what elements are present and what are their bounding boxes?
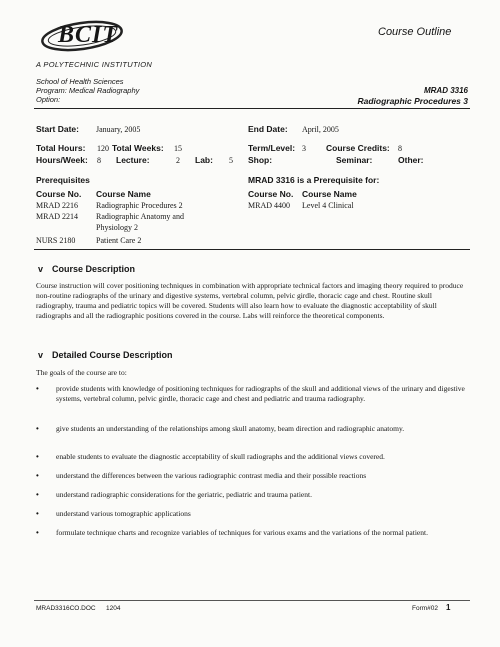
prerequisite-for-title: MRAD 3316 is a Prerequisite for: bbox=[248, 175, 380, 185]
total-hours-value: 120 bbox=[97, 144, 109, 153]
prereq-col-course-name: Course Name bbox=[96, 189, 151, 199]
goal-text: formulate technique charts and recognize variables of techniques for various exams and the variations of the normal patient. bbox=[56, 528, 428, 537]
prereq-row-name: Patient Care 2 bbox=[96, 236, 142, 245]
bullet-icon: • bbox=[36, 528, 39, 537]
section-marker: v bbox=[38, 350, 44, 360]
footer-filename: MRAD3316CO.DOC bbox=[36, 605, 96, 612]
institution-tagline: A POLYTECHNIC INSTITUTION bbox=[36, 60, 153, 69]
prereq-row-name: Radiographic Anatomy and bbox=[96, 212, 184, 221]
end-date-label: End Date: bbox=[248, 124, 288, 134]
start-date-label: Start Date: bbox=[36, 124, 79, 134]
course-code: MRAD 3316 bbox=[423, 86, 468, 95]
prereq-row-no: NURS 2180 bbox=[36, 236, 76, 245]
bullet-icon: • bbox=[36, 490, 39, 499]
prereq-col-course-no: Course No. bbox=[36, 189, 82, 199]
course-title: Radiographic Procedures 3 bbox=[357, 96, 468, 106]
logo-text: BCIT bbox=[58, 22, 119, 48]
course-credits-label: Course Credits: bbox=[326, 143, 390, 153]
option-label: Option: bbox=[36, 95, 61, 104]
seminar-label: Seminar: bbox=[336, 155, 373, 165]
goal-text: give students an understanding of the relationships among skull anatomy, beam direction and radiographic anatomy. bbox=[56, 424, 405, 433]
goal-text: provide students with knowledge of positioning techniques for radiographs of the skull and additional views of the urinary and digestive systems, vertebral column, pelvic girdle, thoracic cage and chest and pediatric and trauma radiography. bbox=[56, 384, 465, 403]
school-name: School of Health Sciences bbox=[36, 77, 124, 86]
term-level-value: 3 bbox=[302, 144, 306, 153]
doc-type: Course Outline bbox=[378, 26, 452, 38]
program-name: Program: Medical Radiography bbox=[36, 86, 140, 95]
goal-text: understand radiographic considerations for the geriatric, pediatric and trauma patient. bbox=[56, 490, 312, 499]
term-level-label: Term/Level: bbox=[248, 143, 296, 153]
prerequisites-title: Prerequisites bbox=[36, 175, 90, 185]
goals-intro: The goals of the course are to: bbox=[36, 368, 127, 377]
prereq-row-name-cont: Physiology 2 bbox=[96, 223, 139, 232]
course-description-title: Course Description bbox=[52, 264, 136, 274]
page-number: 1 bbox=[446, 603, 451, 612]
other-label: Other: bbox=[398, 155, 424, 165]
footer-code: 1204 bbox=[106, 605, 121, 612]
section-marker: v bbox=[38, 264, 44, 274]
prereq-row-no: MRAD 2216 bbox=[36, 201, 79, 210]
prereq-for-row-no: MRAD 4400 bbox=[248, 201, 291, 210]
hours-week-value: 8 bbox=[97, 156, 101, 165]
bullet-icon: • bbox=[36, 384, 39, 393]
end-date-value: April, 2005 bbox=[302, 125, 339, 134]
footer-form: Form#02 bbox=[412, 605, 439, 612]
prereq-for-col-course-no: Course No. bbox=[248, 189, 294, 199]
hours-week-label: Hours/Week: bbox=[36, 155, 88, 165]
prereq-row-name: Radiographic Procedures 2 bbox=[96, 201, 183, 210]
prereq-for-row-name: Level 4 Clinical bbox=[302, 201, 354, 210]
footer-divider bbox=[34, 600, 470, 601]
bullet-icon: • bbox=[36, 509, 39, 518]
detailed-description-title: Detailed Course Description bbox=[52, 350, 173, 360]
lab-label: Lab: bbox=[195, 155, 213, 165]
info-divider bbox=[34, 249, 470, 250]
goal-text: understand the differences between the various radiographic contrast media and their possible reactions bbox=[56, 471, 367, 480]
course-description-text: Course instruction will cover positioning techniques in combination with appropriate technical factors and imaging theory required to produce non-routine radiographs of the urinary and digestive systems, vertebral column, pelvic girdle, thoracic cage and chest. Routine skull radiography, trauma and pediatric topics will be covered. Students will also learn how to evaluate the diagnostic acceptability of skull radiographs and all the radiographic positions covered in the course. Labs will reinforce the theoretical components. bbox=[36, 281, 464, 320]
bullet-icon: • bbox=[36, 452, 39, 461]
bcit-logo bbox=[36, 14, 128, 58]
bullet-icon: • bbox=[36, 471, 39, 480]
start-date-value: January, 2005 bbox=[96, 125, 141, 134]
goal-text: enable students to evaluate the diagnostic acceptability of skull radiographs and the additional views covered. bbox=[56, 452, 385, 461]
total-weeks-value: 15 bbox=[174, 144, 182, 153]
goal-text: understand various tomographic applications bbox=[56, 509, 191, 518]
total-weeks-label: Total Weeks: bbox=[112, 143, 164, 153]
lecture-value: 2 bbox=[176, 156, 180, 165]
lab-value: 5 bbox=[229, 156, 233, 165]
prereq-for-col-course-name: Course Name bbox=[302, 189, 357, 199]
bullet-icon: • bbox=[36, 424, 39, 433]
header-divider bbox=[34, 108, 470, 109]
total-hours-label: Total Hours: bbox=[36, 143, 86, 153]
prereq-row-no: MRAD 2214 bbox=[36, 212, 79, 221]
course-credits-value: 8 bbox=[398, 144, 402, 153]
lecture-label: Lecture: bbox=[116, 155, 150, 165]
shop-label: Shop: bbox=[248, 155, 273, 165]
